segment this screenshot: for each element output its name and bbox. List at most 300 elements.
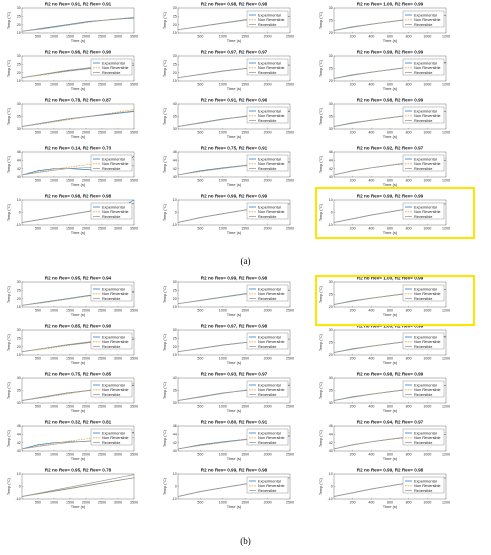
legend-entry: Experimental — [258, 430, 281, 436]
x-tick-label: 2000 — [82, 356, 90, 361]
y-axis-label: Temp (°C) — [7, 155, 11, 174]
x-tick-label: 800 — [405, 404, 412, 409]
legend-entry: Non Reversible — [258, 113, 285, 119]
y-tick-label: 35 — [16, 114, 21, 119]
y-tick-label: -10 — [171, 497, 177, 502]
legend-entry: Experimental — [102, 204, 125, 210]
legend-entry: Reversible — [102, 391, 121, 397]
y-axis-label: Temp (°C) — [7, 381, 11, 400]
legend-entry: Experimental — [414, 156, 437, 162]
subplot-title: R2 no Rev= 0.94, R2 Rev= 0.97 — [356, 419, 424, 425]
legend-entry: Reversible — [258, 69, 277, 75]
x-tick-label: 1000 — [423, 404, 432, 409]
y-axis-label: Temp (°C) — [7, 107, 11, 126]
x-tick-label: 600 — [387, 308, 393, 313]
y-tick-label: -10 — [15, 497, 21, 502]
x-tick-label: 400 — [368, 308, 375, 313]
x-axis-label: Time (s) — [70, 360, 86, 365]
x-axis-label: Time (s) — [382, 86, 398, 91]
y-tick-label: 10 — [172, 472, 177, 477]
legend-entry: Non Reversible — [258, 435, 285, 441]
x-axis-label: Time (s) — [382, 456, 398, 461]
y-tick-label: 10 — [16, 472, 21, 477]
x-axis-label: Time (s) — [226, 134, 242, 139]
x-axis-label: Time (s) — [382, 38, 398, 43]
subplot-a-0-1 — [163, 2, 294, 44]
y-axis-label: Temp (°C) — [7, 59, 11, 78]
x-tick-label: 500 — [35, 356, 41, 361]
subplot-a-0-2 — [319, 2, 450, 44]
y-tick-label: 40 — [172, 175, 177, 180]
subplot-a-4-0 — [7, 194, 138, 236]
x-tick-label: 200 — [349, 226, 356, 231]
x-tick-label: 3500 — [130, 356, 138, 361]
x-tick-label: 600 — [387, 500, 393, 505]
x-tick-label: 200 — [349, 34, 356, 39]
x-tick-label: 2000 — [263, 226, 272, 231]
y-axis-label: Temp (°C) — [7, 11, 11, 30]
y-tick-label: 46 — [16, 150, 21, 155]
x-tick-label: 3000 — [114, 308, 122, 313]
x-tick-label: 2000 — [82, 34, 90, 39]
y-tick-label: 40 — [16, 102, 21, 107]
subplot-b-2-1 — [163, 372, 294, 414]
legend-entry: Non Reversible — [258, 209, 285, 215]
y-tick-label: 42 — [16, 166, 21, 171]
y-tick-label: 44 — [16, 158, 21, 163]
x-axis-label: Time (s) — [382, 230, 398, 235]
y-tick-label: 0 — [18, 210, 21, 215]
y-tick-label: 40 — [172, 102, 177, 107]
legend-entry: Experimental — [414, 430, 437, 436]
legend-entry: Non Reversible — [414, 339, 441, 345]
x-tick-label: 600 — [387, 178, 393, 183]
x-tick-label: 2500 — [286, 178, 294, 183]
x-tick-label: 1000 — [50, 500, 58, 505]
y-tick-label: 40 — [328, 449, 333, 454]
y-tick-label: 42 — [172, 166, 177, 171]
legend-entry: Non Reversible — [258, 339, 285, 345]
x-tick-label: 2500 — [98, 452, 106, 457]
x-axis-label: Time (s) — [382, 312, 398, 317]
y-axis-label: Temp (°C) — [163, 107, 167, 126]
subplot-a-2-2 — [319, 98, 450, 140]
legend-entry: Non Reversible — [414, 209, 441, 215]
x-tick-label: 1200 — [442, 130, 450, 135]
y-tick-label: 20 — [16, 344, 21, 349]
x-tick-label: 1000 — [218, 34, 227, 39]
y-tick-label: 20 — [16, 70, 21, 75]
y-tick-label: 40 — [172, 449, 177, 454]
x-tick-label: 1500 — [241, 226, 250, 231]
x-tick-label: 3500 — [130, 34, 138, 39]
x-tick-label: 1000 — [218, 130, 227, 135]
legend-entry: Reversible — [102, 213, 121, 219]
x-tick-label: 200 — [349, 130, 356, 135]
y-tick-label: 30 — [328, 401, 333, 406]
x-tick-label: 1200 — [442, 452, 450, 457]
legend-entry: Reversible — [414, 487, 433, 493]
subplot-title: R2 no Rev= 1.00, R2 Rev= 0.99 — [356, 275, 424, 281]
x-tick-label: 500 — [35, 404, 41, 409]
y-tick-label: 0 — [18, 484, 21, 489]
legend-entry: Non Reversible — [414, 387, 441, 393]
x-tick-label: 1000 — [50, 404, 58, 409]
x-tick-label: 1000 — [218, 82, 227, 87]
y-axis-label: Temp (°C) — [319, 381, 323, 400]
y-tick-label: 25 — [328, 66, 333, 71]
legend-entry: Experimental — [414, 12, 437, 18]
x-tick-label: 2000 — [82, 82, 90, 87]
y-tick-label: 0 — [330, 484, 333, 489]
legend-entry: Reversible — [414, 343, 433, 349]
x-tick-label: 1500 — [66, 356, 74, 361]
subplot-title: R2 no Rev= 0.98, R2 Rev= 0.99 — [356, 371, 424, 377]
x-tick-label: 500 — [35, 226, 41, 231]
y-axis-label: Temp (°C) — [163, 285, 167, 304]
x-tick-label: 1200 — [442, 500, 450, 505]
y-tick-label: 30 — [328, 127, 333, 132]
y-tick-label: 25 — [328, 340, 333, 345]
x-tick-label: 1500 — [241, 178, 250, 183]
y-tick-label: 40 — [328, 376, 333, 381]
y-tick-label: 30 — [172, 401, 177, 406]
legend-entry: Non Reversible — [414, 65, 441, 71]
x-tick-label: 1500 — [241, 500, 250, 505]
legend-entry: Non Reversible — [102, 209, 129, 215]
y-tick-label: 0 — [330, 210, 333, 215]
legend-entry: Experimental — [258, 382, 281, 388]
subplot-title: R2 no Rev= 0.95, R2 Rev= 0.78 — [44, 467, 112, 473]
plot-frame — [22, 104, 134, 129]
y-tick-label: 40 — [16, 175, 21, 180]
y-axis-label: Temp (°C) — [7, 203, 11, 222]
x-tick-label: 400 — [368, 130, 375, 135]
x-axis-label: Time (s) — [70, 408, 86, 413]
subplot-b-2-0 — [7, 372, 138, 414]
legend-entry: Non Reversible — [102, 291, 129, 297]
x-tick-label: 1500 — [66, 226, 74, 231]
subplot-title: R2 no Rev= 0.93, R2 Rev= 0.97 — [200, 371, 268, 377]
y-tick-label: 0 — [174, 210, 177, 215]
x-tick-label: 800 — [405, 226, 412, 231]
x-axis-label: Time (s) — [226, 504, 242, 509]
y-tick-label: 25 — [172, 14, 177, 19]
x-tick-label: 3000 — [114, 178, 122, 183]
x-tick-label: 3500 — [130, 404, 138, 409]
x-tick-label: 1500 — [241, 308, 250, 313]
y-tick-label: 15 — [172, 353, 177, 358]
subplot-a-2-1 — [163, 98, 294, 140]
x-tick-label: 2500 — [98, 130, 106, 135]
y-tick-label: 25 — [328, 18, 333, 23]
subplot-a-1-1 — [163, 50, 294, 92]
y-tick-label: -10 — [327, 223, 333, 228]
legend-entry: Reversible — [414, 117, 433, 123]
x-tick-label: 1500 — [241, 356, 250, 361]
x-axis-label: Time (s) — [226, 86, 242, 91]
y-tick-label: 35 — [16, 388, 21, 393]
subplot-title: R2 no Rev= 0.99, R2 Rev= 0.99 — [200, 193, 268, 199]
x-tick-label: 500 — [197, 500, 204, 505]
y-tick-label: 42 — [328, 440, 333, 445]
y-tick-label: 30 — [16, 328, 21, 333]
x-tick-label: 600 — [387, 82, 393, 87]
x-tick-label: 2000 — [263, 500, 272, 505]
x-tick-label: 3500 — [130, 452, 138, 457]
x-tick-label: 3500 — [130, 500, 138, 505]
y-tick-label: 40 — [328, 102, 333, 107]
x-tick-label: 500 — [197, 356, 204, 361]
legend-entry: Non Reversible — [414, 161, 441, 167]
y-axis-label: Temp (°C) — [319, 477, 323, 496]
x-tick-label: 2000 — [263, 130, 272, 135]
y-tick-label: 30 — [328, 280, 333, 285]
x-tick-label: 2500 — [286, 34, 294, 39]
y-axis-label: Temp (°C) — [163, 155, 167, 174]
y-tick-label: 25 — [328, 292, 333, 297]
x-axis-label: Time (s) — [226, 360, 242, 365]
y-tick-label: 44 — [172, 158, 177, 163]
x-tick-label: 1000 — [423, 82, 432, 87]
x-tick-label: 1500 — [66, 452, 74, 457]
y-tick-label: 15 — [16, 353, 21, 358]
x-tick-label: 1200 — [442, 404, 450, 409]
subplot-title: R2 no Rev= 0.92, R2 Rev= 0.97 — [356, 145, 424, 151]
x-tick-label: 200 — [349, 356, 356, 361]
subplot-b-4-1 — [163, 468, 294, 510]
y-tick-label: -10 — [327, 497, 333, 502]
x-tick-label: 2000 — [263, 404, 272, 409]
x-tick-label: 1000 — [423, 226, 432, 231]
x-tick-label: 400 — [368, 82, 375, 87]
x-tick-label: 400 — [368, 226, 375, 231]
x-tick-label: 2000 — [82, 226, 90, 231]
y-axis-label: Temp (°C) — [319, 203, 323, 222]
subplot-a-0-0 — [7, 2, 138, 44]
y-tick-label: 25 — [16, 14, 21, 19]
x-tick-label: 500 — [35, 82, 41, 87]
x-axis-label: Time (s) — [382, 360, 398, 365]
subplot-a-3-1 — [163, 146, 294, 188]
x-tick-label: 3500 — [130, 130, 138, 135]
x-tick-label: 600 — [387, 130, 393, 135]
x-tick-label: 3500 — [130, 82, 138, 87]
legend-entry: Reversible — [414, 295, 433, 301]
x-tick-label: 400 — [368, 356, 375, 361]
subplot-title: R2 no Rev= 0.97, R2 Rev= 0.98 — [200, 323, 268, 329]
y-tick-label: 46 — [172, 150, 177, 155]
y-tick-label: 20 — [16, 22, 21, 27]
x-tick-label: 2000 — [263, 452, 272, 457]
x-tick-label: 1500 — [66, 82, 74, 87]
y-tick-label: 40 — [328, 175, 333, 180]
x-tick-label: 1500 — [241, 34, 250, 39]
x-tick-label: 400 — [368, 500, 375, 505]
x-tick-label: 400 — [368, 178, 375, 183]
y-tick-label: 25 — [16, 62, 21, 67]
legend-entry: Experimental — [414, 60, 437, 66]
y-tick-label: 42 — [172, 440, 177, 445]
x-tick-label: 2500 — [286, 500, 294, 505]
x-axis-label: Time (s) — [226, 456, 242, 461]
y-tick-label: 10 — [328, 198, 333, 203]
x-tick-label: 2500 — [98, 404, 106, 409]
y-axis-label: Temp (°C) — [319, 59, 323, 78]
x-tick-label: 2500 — [98, 500, 106, 505]
y-axis-label: Temp (°C) — [7, 477, 11, 496]
x-tick-label: 200 — [349, 82, 356, 87]
y-tick-label: 15 — [16, 79, 21, 84]
x-tick-label: 600 — [387, 356, 393, 361]
legend-entry: Non Reversible — [258, 483, 285, 489]
x-tick-label: 400 — [368, 404, 375, 409]
legend-entry: Non Reversible — [414, 291, 441, 297]
subplot-title: R2 no Rev= 0.99, R2 Rev= 0.98 — [200, 275, 268, 281]
y-tick-label: 30 — [172, 54, 177, 59]
x-tick-label: 2500 — [98, 308, 106, 313]
legend-entry: Experimental — [414, 204, 437, 210]
subplot-b-0-0 — [7, 276, 138, 318]
x-tick-label: 1000 — [218, 452, 227, 457]
x-tick-label: 800 — [405, 82, 412, 87]
x-axis-label: Time (s) — [382, 408, 398, 413]
x-tick-label: 2500 — [98, 356, 106, 361]
x-tick-label: 1500 — [66, 34, 74, 39]
x-tick-label: 1500 — [66, 130, 74, 135]
y-tick-label: 44 — [16, 432, 21, 437]
legend-entry: Experimental — [102, 382, 125, 388]
y-tick-label: 20 — [172, 296, 177, 301]
x-tick-label: 2500 — [286, 308, 294, 313]
legend-entry: Non Reversible — [258, 161, 285, 167]
y-tick-label: 15 — [172, 305, 177, 310]
x-tick-label: 2000 — [263, 356, 272, 361]
subplot-a-1-2 — [319, 50, 450, 92]
x-tick-label: 1200 — [442, 226, 450, 231]
x-tick-label: 800 — [405, 452, 412, 457]
x-tick-label: 3500 — [130, 308, 138, 313]
x-tick-label: 2000 — [263, 308, 272, 313]
x-tick-label: 400 — [368, 452, 375, 457]
x-tick-label: 2500 — [286, 452, 294, 457]
legend-entry: Non Reversible — [414, 483, 441, 489]
x-axis-label: Time (s) — [70, 182, 86, 187]
legend-entry: Non Reversible — [414, 435, 441, 441]
y-tick-label: 44 — [328, 158, 333, 163]
legend-entry: Reversible — [258, 343, 277, 349]
y-tick-label: 10 — [172, 198, 177, 203]
y-tick-label: 20 — [328, 353, 333, 358]
subplot-b-1-2 — [319, 324, 450, 366]
x-tick-label: 3000 — [114, 82, 122, 87]
y-axis-label: Temp (°C) — [319, 155, 323, 174]
subplot-title: R2 no Rev= 0.91, R2 Rev= 0.96 — [200, 97, 268, 103]
y-tick-label: 30 — [172, 280, 177, 285]
legend-entry: Non Reversible — [258, 17, 285, 23]
x-tick-label: 1000 — [218, 226, 227, 231]
x-tick-label: 1500 — [241, 452, 250, 457]
x-tick-label: 500 — [35, 178, 41, 183]
x-axis-label: Time (s) — [226, 408, 242, 413]
x-tick-label: 1000 — [50, 226, 58, 231]
y-tick-label: 10 — [16, 198, 21, 203]
x-tick-label: 3000 — [114, 130, 122, 135]
x-axis-label: Time (s) — [382, 182, 398, 187]
x-tick-label: 500 — [35, 452, 41, 457]
subplot-title: R2 no Rev= 0.99, R2 Rev= 0.98 — [356, 467, 424, 473]
x-tick-label: 2000 — [82, 308, 90, 313]
x-tick-label: 1500 — [241, 130, 250, 135]
subplot-title: R2 no Rev= 0.78, R2 Rev= 0.87 — [44, 97, 112, 103]
subplot-title: R2 no Rev= 1.00, R2 Rev= 0.99 — [356, 1, 424, 7]
legend-entry: Reversible — [258, 213, 277, 219]
x-tick-label: 3500 — [130, 226, 138, 231]
subplot-title: R2 no Rev= 0.96, R2 Rev= 0.90 — [44, 49, 112, 55]
x-tick-label: 800 — [405, 308, 412, 313]
legend-entry: Experimental — [258, 156, 281, 162]
legend-entry: Reversible — [258, 117, 277, 123]
x-tick-label: 500 — [197, 404, 204, 409]
x-tick-label: 1000 — [218, 500, 227, 505]
legend-entry: Non Reversible — [258, 65, 285, 71]
legend-entry: Reversible — [414, 69, 433, 75]
y-tick-label: 35 — [328, 388, 333, 393]
y-tick-label: 30 — [16, 280, 21, 285]
legend-entry: Non Reversible — [102, 161, 129, 167]
y-tick-label: 30 — [172, 6, 177, 11]
legend-entry: Non Reversible — [414, 17, 441, 23]
y-axis-label: Temp (°C) — [7, 285, 11, 304]
x-tick-label: 1000 — [50, 452, 58, 457]
subplot-title: R2 no Rev= 0.99, R2 Rev= 0.99 — [356, 193, 424, 199]
legend-entry: Experimental — [102, 286, 125, 292]
y-tick-label: 25 — [16, 288, 21, 293]
subplot-b-1-1 — [163, 324, 294, 366]
x-tick-label: 1200 — [442, 82, 450, 87]
y-tick-label: 15 — [16, 305, 21, 310]
x-axis-label: Time (s) — [226, 230, 242, 235]
x-tick-label: 500 — [35, 130, 41, 135]
x-tick-label: 200 — [349, 404, 356, 409]
x-tick-label: 1000 — [423, 356, 432, 361]
x-tick-label: 2500 — [286, 226, 294, 231]
x-tick-label: 200 — [349, 500, 356, 505]
x-tick-label: 1000 — [50, 178, 58, 183]
x-axis-label: Time (s) — [226, 182, 242, 187]
y-tick-label: 30 — [16, 6, 21, 11]
y-tick-label: 20 — [172, 70, 177, 75]
subplot-title: R2 no Rev= 0.95, R2 Rev= 0.94 — [44, 275, 112, 281]
legend-entry: Experimental — [258, 204, 281, 210]
x-tick-label: 1500 — [66, 500, 74, 505]
subplot-a-3-2 — [319, 146, 450, 188]
y-tick-label: 35 — [172, 388, 177, 393]
x-axis-label: Time (s) — [70, 312, 86, 317]
subplot-a-1-0 — [7, 50, 138, 92]
legend-entry: Experimental — [258, 286, 281, 292]
x-tick-label: 2000 — [82, 404, 90, 409]
y-axis-label: Temp (°C) — [319, 429, 323, 448]
subplot-a-2-0 — [7, 98, 138, 140]
x-tick-label: 1000 — [423, 130, 432, 135]
legend-entry: Non Reversible — [258, 291, 285, 297]
subplot-title: R2 no Rev= 0.98, R2 Rev= 0.98 — [44, 193, 112, 199]
y-tick-label: 46 — [328, 424, 333, 429]
x-tick-label: 1000 — [50, 308, 58, 313]
x-tick-label: 1000 — [423, 308, 432, 313]
x-tick-label: 800 — [405, 34, 412, 39]
